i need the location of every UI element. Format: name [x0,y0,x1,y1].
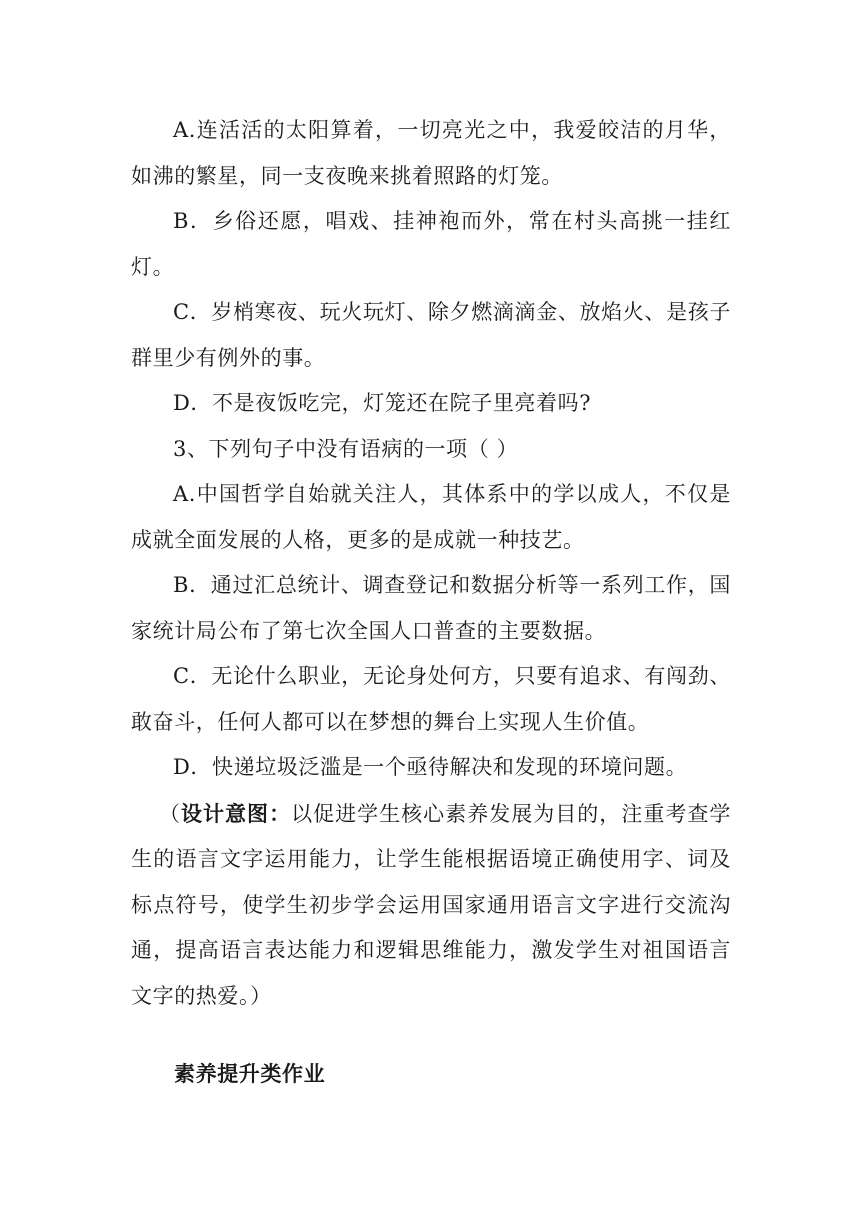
design-note-label: 设计意图： [181,800,292,826]
option-paragraph: D．不是夜饭吃完，灯笼还在院子里亮着吗? [173,391,592,415]
option-paragraph: C．岁梢寒夜、玩火玩灯、除夕燃滴滴金、放焰火、是孩子群里少有例外的事。 [131,300,731,370]
section-heading: 素养提升类作业 [174,1061,326,1086]
document-body [131,108,731,1019]
design-note-text: 以促进学生核心素养发展为目的，注重考查学生的语言文字运用能力，让学生能根据语境正确使用字、词及标点符号，使学生初步学会运用国家通用语言文字进行交流沟通，提高语言表达能力和逻辑思维能力，激发学生对祖国语言文字的热爱。） [131,801,731,1008]
option-paragraph: B．乡俗还愿，唱戏、挂神袍而外，常在村头高挑一挂红灯。 [131,209,731,279]
design-note-open-paren: （ [159,801,182,826]
option-paragraph: C．无论什么职业，无论身处何方，只要有追求、有闯劲、敢奋斗，任何人都可以在梦想的舞台上实现人生价值。 [131,664,731,734]
option-paragraph: B．通过汇总统计、调查登记和数据分析等一系列工作，国家统计局公布了第七次全国人口普查的主要数据。 [131,573,731,643]
option-paragraph: A.中国哲学自始就关注人，其体系中的学以成人，不仅是成就全面发展的人格，更多的是成就一种技艺。 [131,482,731,552]
design-intent-note [131,791,731,1020]
option-paragraph: D．快递垃圾泛滥是一个亟待解决和发现的环境问题。 [173,755,688,779]
question-stem: 3、下列句子中没有语病的一项（ ） [173,436,519,461]
option-paragraph: A.连活活的太阳算着，一切亮光之中，我爱皎洁的月华，如沸的繁星，同一支夜晚来挑着照路的灯笼。 [131,118,731,188]
